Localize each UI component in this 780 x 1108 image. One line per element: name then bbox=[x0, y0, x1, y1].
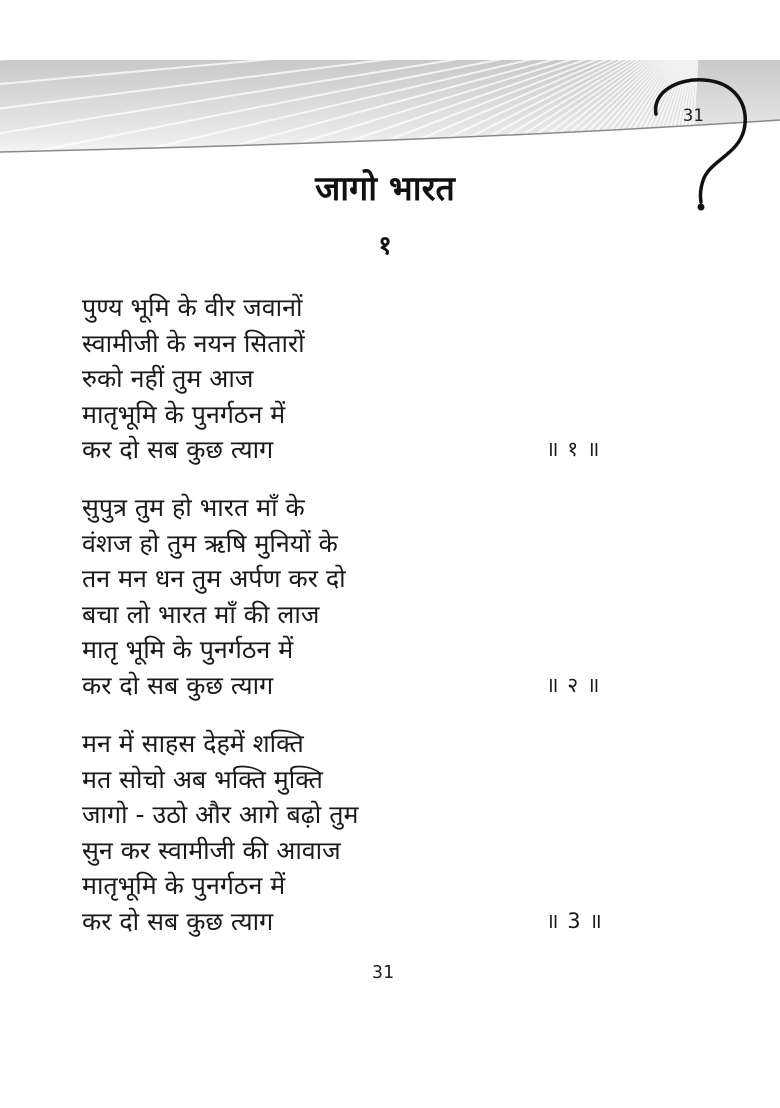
verse-line: जागो - उठो और आगे बढ़ो तुम bbox=[82, 800, 359, 829]
verse-line: मन में साहस देहमें शक्ति bbox=[82, 729, 304, 758]
verse-line: पुण्य भूमि के वीर जवानों bbox=[82, 293, 303, 322]
verse-number-marker: ॥ 3 ॥ bbox=[546, 908, 603, 933]
page-number-top: 31 bbox=[683, 106, 704, 126]
page-number-bottom: 31 bbox=[372, 962, 394, 983]
verse-line: वंशज हो तुम ऋषि मुनियों के bbox=[82, 528, 338, 558]
stanza bbox=[82, 290, 642, 468]
verse-number-marker: ॥ १ ॥ bbox=[546, 437, 601, 461]
verse-line: सुपुत्र तुम हो भारत माँ के bbox=[82, 493, 305, 522]
verse-line-text: कर दो सब कुछ त्याग bbox=[82, 435, 274, 464]
verse-line: बचा लो भारत माँ की लाज bbox=[82, 599, 320, 629]
poem-title: जागो भारत bbox=[315, 169, 455, 209]
section-number: १ bbox=[378, 231, 392, 261]
verse-line: रुको नहीं तुम आज bbox=[82, 364, 254, 393]
verse-line-text: कर दो सब कुछ त्याग bbox=[82, 670, 274, 700]
verse-line: मातृ भूमि के पुनर्गठन में bbox=[82, 635, 294, 664]
verse-line: मत सोचो अब भक्ति मुक्ति bbox=[82, 764, 323, 794]
stanza bbox=[82, 726, 642, 939]
verse-line: सुन कर स्वामीजी की आवाज bbox=[82, 835, 341, 865]
verse-number-marker: ॥ २ ॥ bbox=[546, 672, 601, 697]
stanza bbox=[82, 490, 642, 703]
verse-line bbox=[82, 904, 642, 940]
verse-line bbox=[82, 668, 642, 704]
verse-line: मातृभूमि के पुनर्गठन में bbox=[82, 399, 286, 429]
verse-line: स्वामीजी के नयन सितारों bbox=[82, 328, 305, 358]
verse-line-text: कर दो सब कुछ त्याग bbox=[82, 906, 274, 936]
verse-line: तन मन धन तुम अर्पण कर दो bbox=[82, 564, 346, 593]
verse-line: मातृभूमि के पुनर्गठन में bbox=[82, 871, 286, 900]
verse-line bbox=[82, 432, 642, 468]
